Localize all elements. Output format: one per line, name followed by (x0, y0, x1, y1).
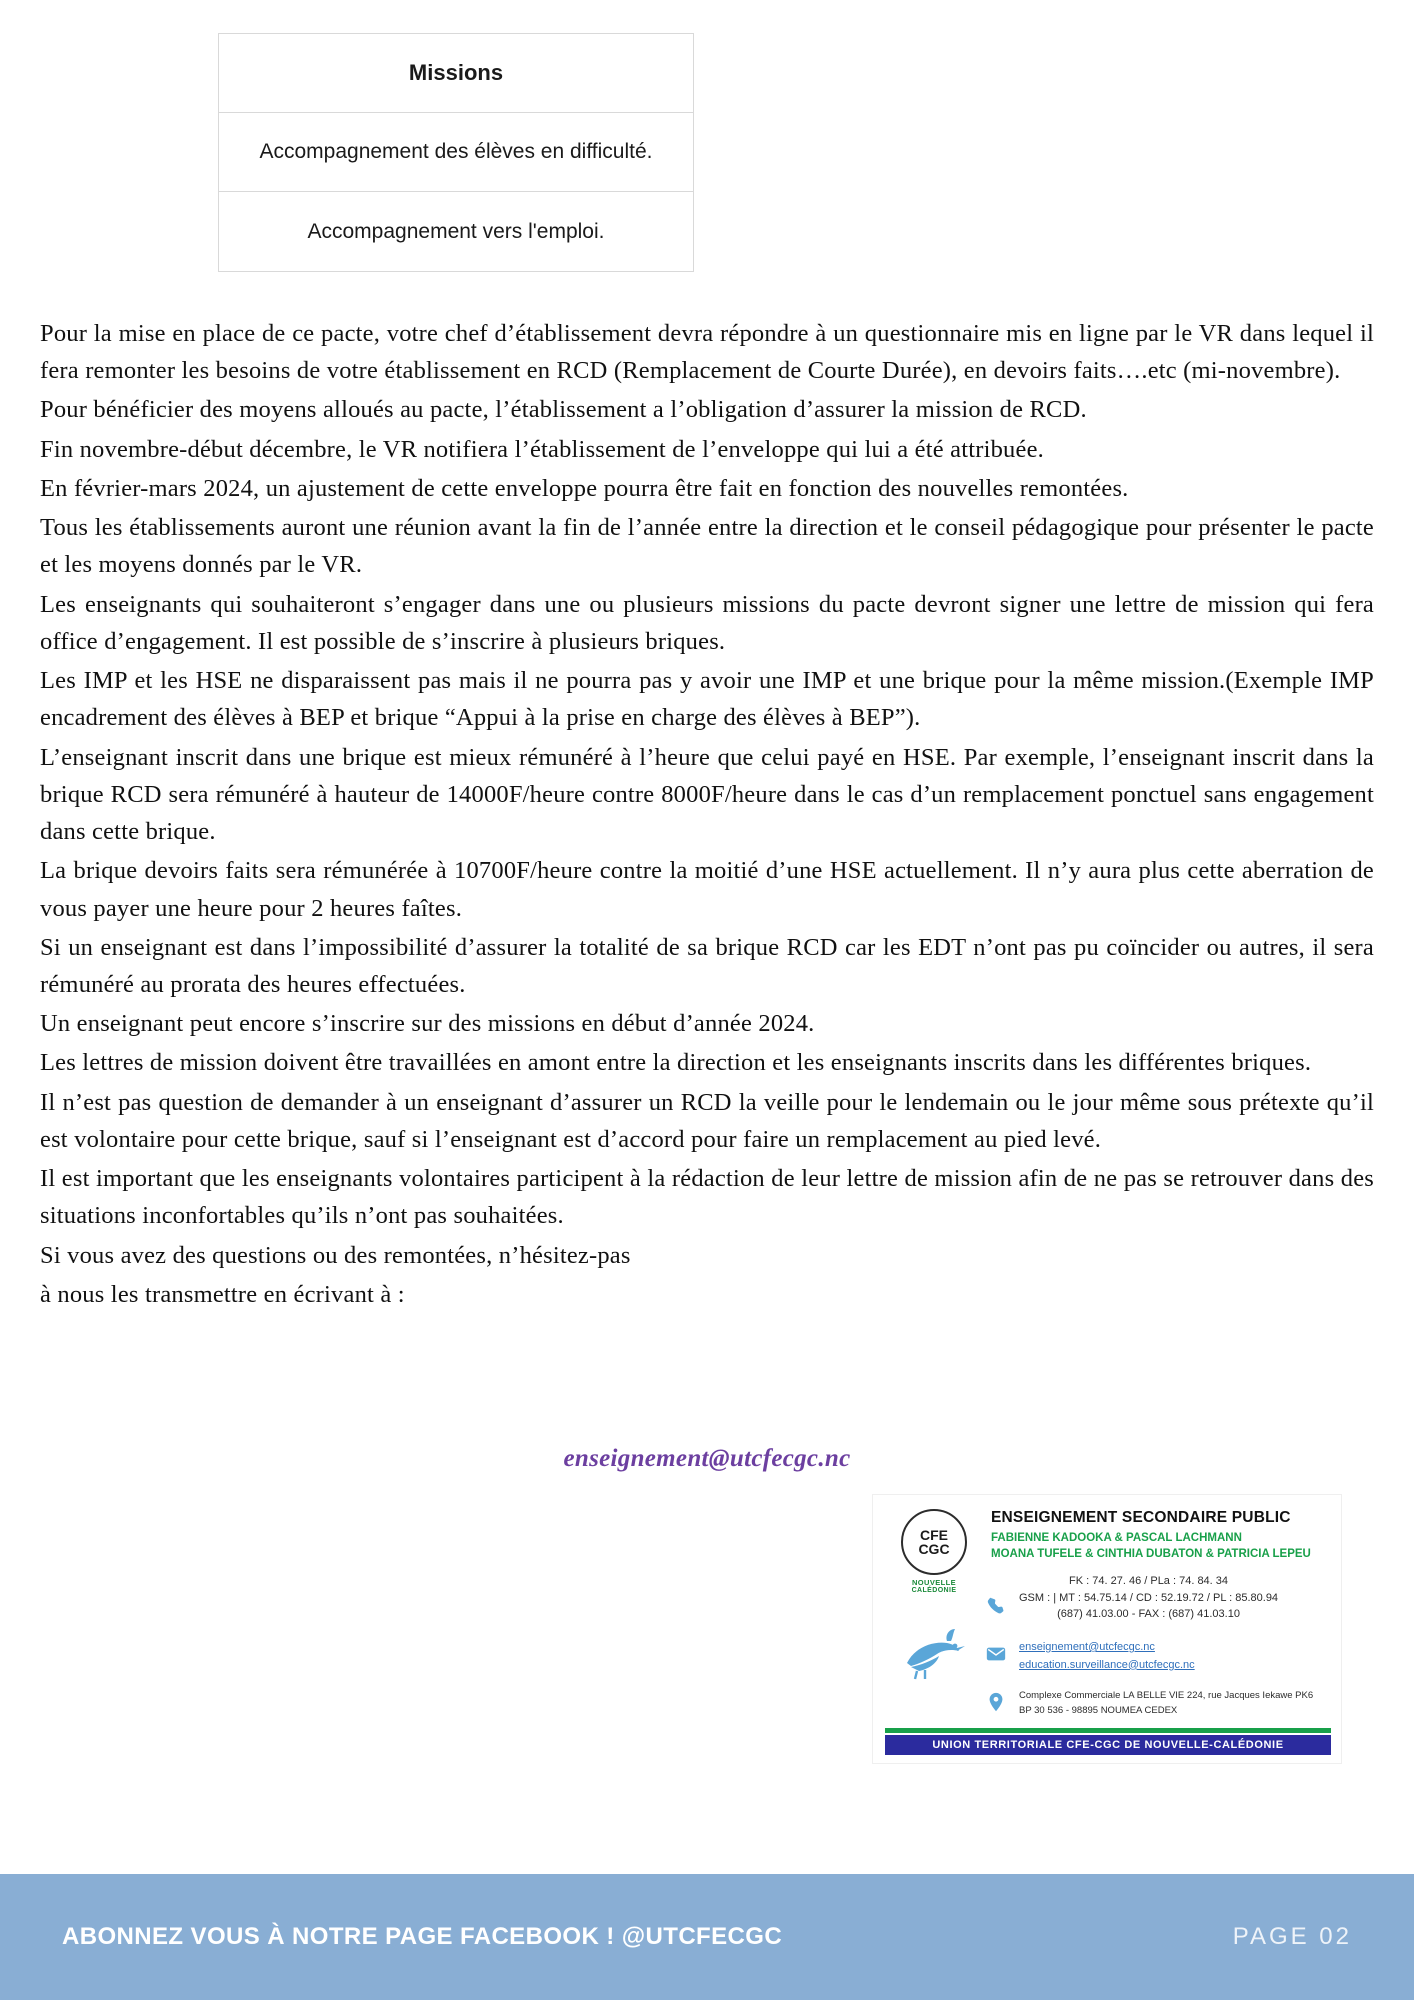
contact-phone-line-1: FK : 74. 27. 46 / PLa : 74. 84. 34 (1069, 1575, 1229, 1587)
phone-icon (985, 1595, 1007, 1617)
contact-email-2[interactable]: education.surveillance@utcfecgc.nc (1019, 1658, 1195, 1671)
cagou-bird-icon (893, 1613, 969, 1689)
contact-card (872, 1494, 1342, 1764)
logo-sub-2: CALÉDONIE (911, 1587, 957, 1594)
contact-email-1[interactable]: enseignement@utcfecgc.nc (1019, 1641, 1155, 1653)
body-paragraph: L’enseignant inscrit dans une brique est mieux rémunéré à l’heure que celui payé en HSE. Par exemple, l’enseignant inscrit dans la brique RCD sera rémunéré à hauteur de 14000F/heure contre 8000F/heure dans le cas d’un remplacement ponctuel sans engagement dans cette brique. (40, 743, 1374, 846)
body-paragraph: Si un enseignant est dans l’impossibilité d’assurer la totalité de sa brique RCD car les EDT n’ont pas pu coïncider ou autres, il sera rémunéré au prorata des heures effectuées. (40, 933, 1374, 998)
missions-table-header-row (219, 34, 693, 113)
body-paragraph: En février-mars 2024, un ajustement de cette enveloppe pourra être fait en fonction des nouvelles remontées. (40, 474, 1129, 502)
contact-card-banner-text: UNION TERRITORIALE CFE-CGC DE NOUVELLE-CALÉDONIE (932, 1739, 1284, 1751)
missions-table (218, 33, 694, 272)
contact-phone-line-3: (687) 41.03.00 - FAX : (687) 41.03.10 (1057, 1608, 1240, 1620)
contact-names-line-1: FABIENNE KADOOKA & PASCAL LACHMANN (991, 1532, 1242, 1544)
contact-phone-lines (1019, 1573, 1278, 1623)
body-paragraph: La brique devoirs faits sera rémunérée à 10700F/heure contre la moitié d’une HSE actuellement. Il n’y aura plus cette aberration de vous payer une heure pour 2 heures faîtes. (40, 857, 1374, 922)
body-paragraph: Pour la mise en place de ce pacte, votre chef d’établissement devra répondre à un questionnaire mis en ligne par le VR dans lequel il fera remonter les besoins de votre établissement en RCD (Remplacement de Courte Durée), en devoirs faits….etc (mi-novembre). (40, 320, 1374, 385)
body-paragraph: Si vous avez des questions ou des remontées, n’hésitez-pas (40, 1241, 631, 1269)
body-paragraph: Fin novembre-début décembre, le VR notifiera l’établissement de l’enveloppe qui lui a été attribuée. (40, 435, 1044, 463)
body-paragraph: Les IMP et les HSE ne disparaissent pas mais il ne pourra pas y avoir une IMP et une brique pour la même mission.(Exemple IMP encadrement des élèves à BEP et brique “Appui à la prise en charge des élèves à BEP”). (40, 667, 1374, 732)
logo-line-1: CFE (920, 1527, 948, 1543)
body-paragraph: Tous les établissements auront une réunion avant la fin de l’année entre la direction et le conseil pédagogique pour présenter le pacte et les moyens donnés par le VR. (40, 514, 1374, 579)
logo-sub-1: NOUVELLE (911, 1578, 957, 1587)
body-paragraph: Il est important que les enseignants volontaires participent à la rédaction de leur lettre de mission afin de ne pas se retrouver dans des situations inconfortables qu’ils n’ont pas souhaitées. (40, 1165, 1374, 1230)
footer-facebook-text: ABONNEZ VOUS À NOTRE PAGE FACEBOOK ! @UTCFECGC (62, 1923, 783, 1950)
cfe-cgc-logo (889, 1509, 979, 1594)
missions-table-header-text: Missions (408, 60, 504, 85)
page-footer (0, 1874, 1414, 2000)
missions-table-cell-1: Accompagnement des élèves en difficulté. (259, 140, 653, 164)
mail-icon (985, 1643, 1007, 1665)
table-row (219, 113, 693, 192)
contact-card-banner (885, 1735, 1331, 1755)
contact-email-line (0, 1445, 1414, 1473)
contact-card-emails (1019, 1639, 1195, 1674)
body-paragraph: Il n’est pas question de demander à un enseignant d’assurer un RCD la veille pour le lendemain ou le jour même sous prétexte qu’il est volontaire pour cette brique, sauf si l’enseignant est d’accord pour faire un remplacement au pied levé. (40, 1088, 1374, 1153)
contact-email-link[interactable]: enseignement@utcfecgc.nc (563, 1445, 851, 1472)
location-pin-icon (985, 1691, 1007, 1713)
body-paragraph: Les lettres de mission doivent être travaillées en amont entre la direction et les enseignants inscrits dans les différentes briques. (40, 1049, 1312, 1077)
contact-card-green-bar (885, 1728, 1331, 1733)
contact-address-line-2: BP 30 536 - 98895 NOUMEA CEDEX (1019, 1704, 1178, 1716)
footer-page-number: PAGE 02 (1232, 1923, 1352, 1950)
contact-phone-line-2: GSM : | MT : 54.75.14 / CD : 52.19.72 / PL : 85.80.94 (1019, 1591, 1279, 1604)
contact-address-line-1: Complexe Commerciale LA BELLE VIE 224, rue Jacques Iekawe PK6 (1019, 1690, 1314, 1701)
contact-card-names (991, 1531, 1311, 1563)
document-body (40, 315, 1374, 1315)
missions-table-cell-2: Accompagnement vers l'emploi. (307, 219, 605, 243)
body-paragraph: Les enseignants qui souhaiteront s’engager dans une ou plusieurs missions du pacte devront signer une lettre de mission qui fera office d’engagement. Il est possible de s’inscrire à plusieurs briques. (40, 590, 1374, 655)
cfe-cgc-logo-circle (901, 1509, 967, 1575)
logo-line-2: CGC (918, 1541, 950, 1557)
table-row (219, 192, 693, 271)
contact-card-address (1019, 1689, 1313, 1718)
contact-names-line-2: MOANA TUFELE & CINTHIA DUBATON & PATRICIA LEPEU (991, 1547, 1311, 1560)
contact-card-title: ENSEIGNEMENT SECONDAIRE PUBLIC (991, 1509, 1291, 1526)
body-paragraph: à nous les transmettre en écrivant à : (40, 1280, 405, 1308)
body-paragraph: Un enseignant peut encore s’inscrire sur des missions en début d’année 2024. (40, 1010, 815, 1038)
body-paragraph: Pour bénéficier des moyens alloués au pacte, l’établissement a l’obligation d’assurer la mission de RCD. (40, 396, 1087, 424)
